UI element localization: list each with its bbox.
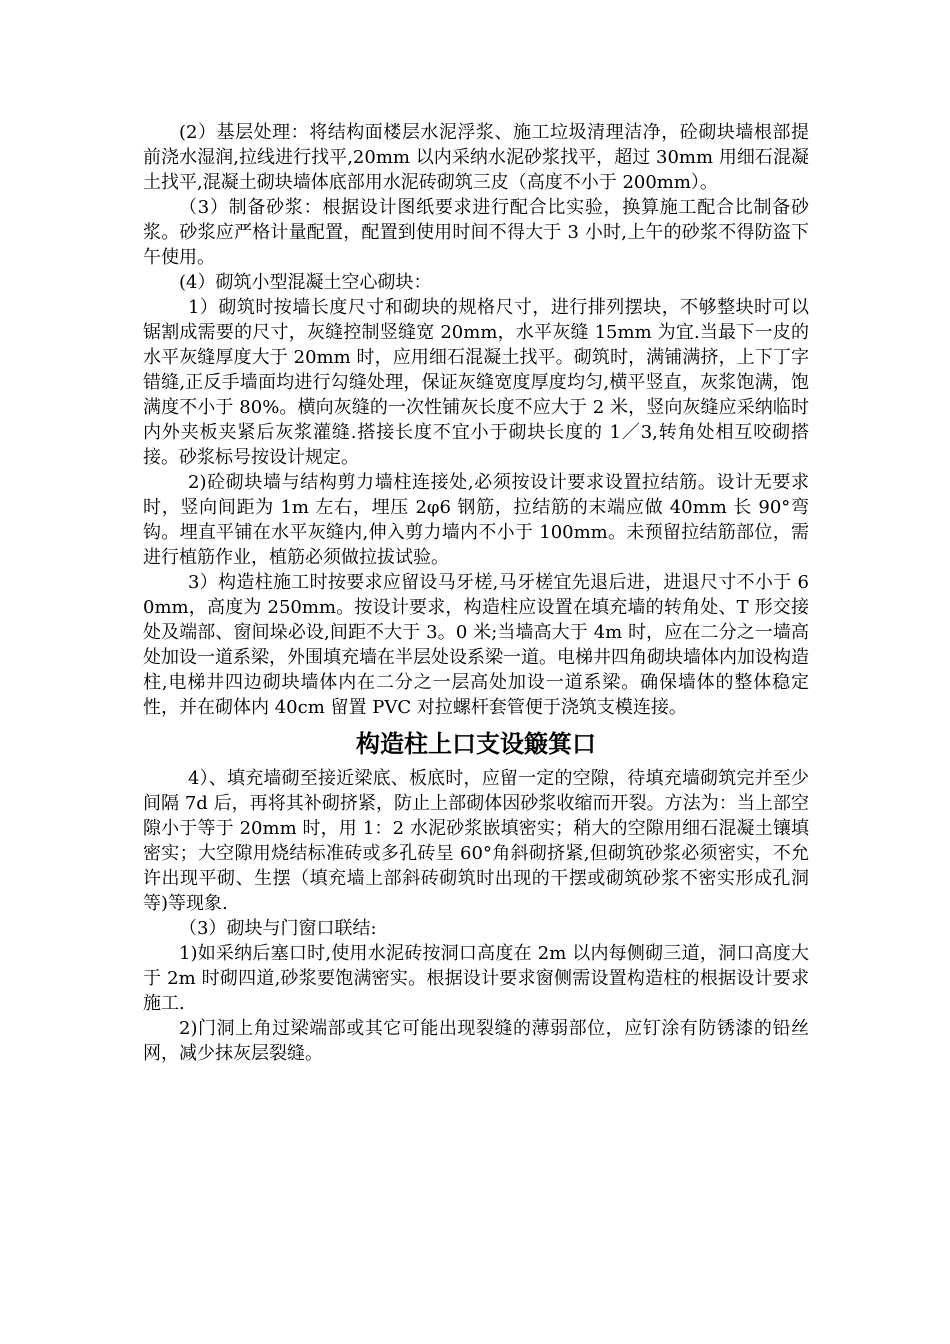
paragraph-door-window-step-1: 1)如采纳后塞口时,使用水泥砖按洞口高度在 2m 以内每侧砌三道，洞口高度大于 2m 时砌四道,砂浆要饱满密实。根据设计要求窗侧需设置构造柱的根据设计要求施工.: [143, 943, 809, 1014]
section-heading: 构造柱上口支设簸箕口: [356, 730, 596, 758]
paragraph-door-window-title: （3）砌块与门窗口联结:: [179, 918, 377, 939]
paragraph-masonry-step-4: 4）、填充墙砌至接近梁底、板底时，应留一定的空隙，待填充墙砌筑完并至少间隔 7d 后，再将其补砌挤紧，防止上部砌体因砂浆收缩而开裂。方法为：当上部空隙小于等于 20mm 时，用 1：2 水泥砂浆嵌填密实；稍大的空隙用细石混凝土镶填密实；大空隙用烧结标准砖或多孔砖呈 60°角斜砌挤紧,但砌筑砂浆必须密实，不允许出现平砌、生摆（填充墙上部斜砖砌筑时出现的干摆或砌筑砂浆不密实形成孔洞等)等现象.: [143, 768, 809, 914]
paragraph-masonry-step-1: 1）砌筑时按墙长度尺寸和砌块的规格尺寸，进行排列摆块，不够整块时可以锯割成需要的尺寸，灰缝控制竖缝宽 20mm，水平灰缝 15mm 为宜.当最下一皮的水平灰缝厚度大于 20mm 时，应用细石混凝土找平。砌筑时，满铺满挤，上下丁字错缝,正反手墙面均进行勾缝处理，保证灰缝宽度厚度均匀,横平竖直，灰浆饱满，饱满度不小于 80%。横向灰缝的一次性铺灰长度不应大于 2 米，竖向灰缝应采纳临时内外夹板夹紧后灰浆灌缝.搭接长度不宜小于砌块长度的 1／3,转角处相互咬砌搭接。砂浆标号按设计规定。: [143, 297, 809, 468]
paragraph-block-masonry-title: (4）砌筑小型混凝土空心砌块：: [179, 272, 432, 293]
paragraph-base-treatment: (2）基层处理：将结构面楼层水泥浮浆、施工垃圾清理洁净，砼砌块墙根部提前浇水湿润,拉线进行找平,20mm 以内采纳水泥砂浆找平，超过 30mm 用细石混凝土找平,混凝土砌块墙体底部用水泥砖砌筑三皮（高度不小于 200mm）。: [143, 122, 809, 193]
paragraph-mortar-preparation: （3）制备砂浆：根据设计图纸要求进行配合比实验，换算施工配合比制备砂浆。砂浆应严格计量配置，配置到使用时间不得大于 3 小时,上午的砂浆不得防盗下午使用。: [143, 197, 809, 268]
paragraph-masonry-step-3: 3）构造柱施工时按要求应留设马牙槎,马牙槎宜先退后进，进退尺寸不小于 60mm，高度为 250mm。按设计要求，构造柱应设置在填充墙的转角处、T 形交接处及端部、窗间垛必设,间距不大于 3。0 米;当墙高大于 4m 时，应在二分之一墙高处加设一道系梁，外围填充墙在半层处设系梁一道。电梯井四角砌块墙体内加设构造柱,电梯井四边砌块墙体内在二分之一层高处加设一道系梁。确保墙体的整体稳定性，并在砌体内 40cm 留置 PVC 对拉螺杆套管便于浇筑支模连接。: [143, 572, 809, 718]
paragraph-door-window-step-2: 2)门洞上角过梁端部或其它可能出现裂缝的薄弱部位，应钉涂有防锈漆的铅丝网，减少抹灰层裂缝。: [143, 1018, 809, 1064]
document-body: [143, 120, 809, 1066]
paragraph-masonry-step-2: 2)砼砌块墙与结构剪力墙柱连接处,必须按设计要求设置拉结筋。设计无要求时，竖向间距为 1m 左右，埋压 2φ6 钢筋，拉结筋的末端应做 40mm 长 90°弯钩。埋直平铺在水平灰缝内,伸入剪力墙内不小于 100mm。未预留拉结筋部位，需进行植筋作业，植筋必须做拉拔试验。: [143, 472, 809, 568]
